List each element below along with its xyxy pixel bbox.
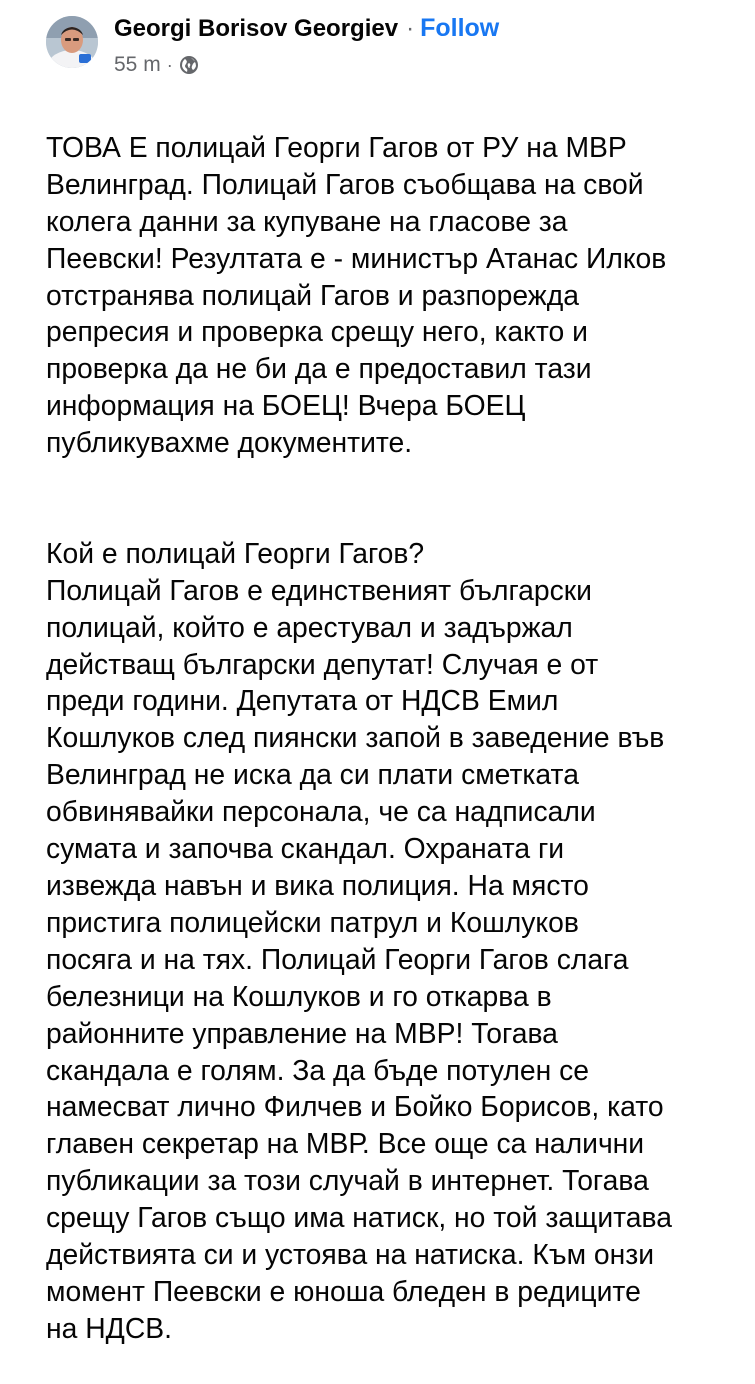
post-meta <box>114 8 499 77</box>
author-row <box>114 14 499 43</box>
post-timestamp[interactable]: 55 m <box>114 53 161 76</box>
globe-icon[interactable] <box>179 55 199 75</box>
author-name[interactable]: Georgi Borisov Georgiev <box>114 15 399 42</box>
post-paragraph: ТОВА Е полицай Георги Гагов от РУ на МВР Велинград. Полицай Гагов съобщава на свой колега данни за купуване на гласове за Пеевски! Резултата е - министър Атанас Илков отстранява полицай Гагов и разпорежда репресия и проверка срещу него, както и проверка да не би да е предоставил тази информация на БОЕЦ! Вчера БОЕЦ публикувахме документите. <box>46 130 667 459</box>
author-avatar[interactable] <box>46 16 98 68</box>
name-separator: · <box>406 15 415 42</box>
post-subline <box>114 53 499 77</box>
follow-button[interactable]: Follow <box>420 14 500 42</box>
post-paragraph: Кой е полицай Георги Гагов? Полицай Гагов е единственият български полицай, който е арестувал и задържал действащ български депутат! Случая е от преди години. Депутата от НДСВ Емил Кошлуков след пиянски запой в заведение във Велинград не иска да си плати сметката обвинявайки персонала, че са надписали сумата и започва скандал. Охраната ги извежда навън и вика полиция. На място пристига полицейски патрул и Кошлуков посяга и на тях. Полицай Георги Гагов слага белезници на Кошлуков и го откарва в районните управление на МВР! Тогава скандала е голям. За да бъде потулен се намесват лично Филчев и Бойко Борисов, като главен секретар на МВР. Все още са налични публикации за този случай в интернет. Тогава срещу Гагов също има натиск, но той защитава действията си и устоява на натиска. Към онзи момент Пеевски е юноша бледен в редиците на НДСВ. <box>46 536 672 1344</box>
post-body <box>46 92 736 1384</box>
post-header <box>46 8 499 80</box>
meta-separator: · <box>166 54 173 75</box>
avatar-photo <box>46 16 98 68</box>
